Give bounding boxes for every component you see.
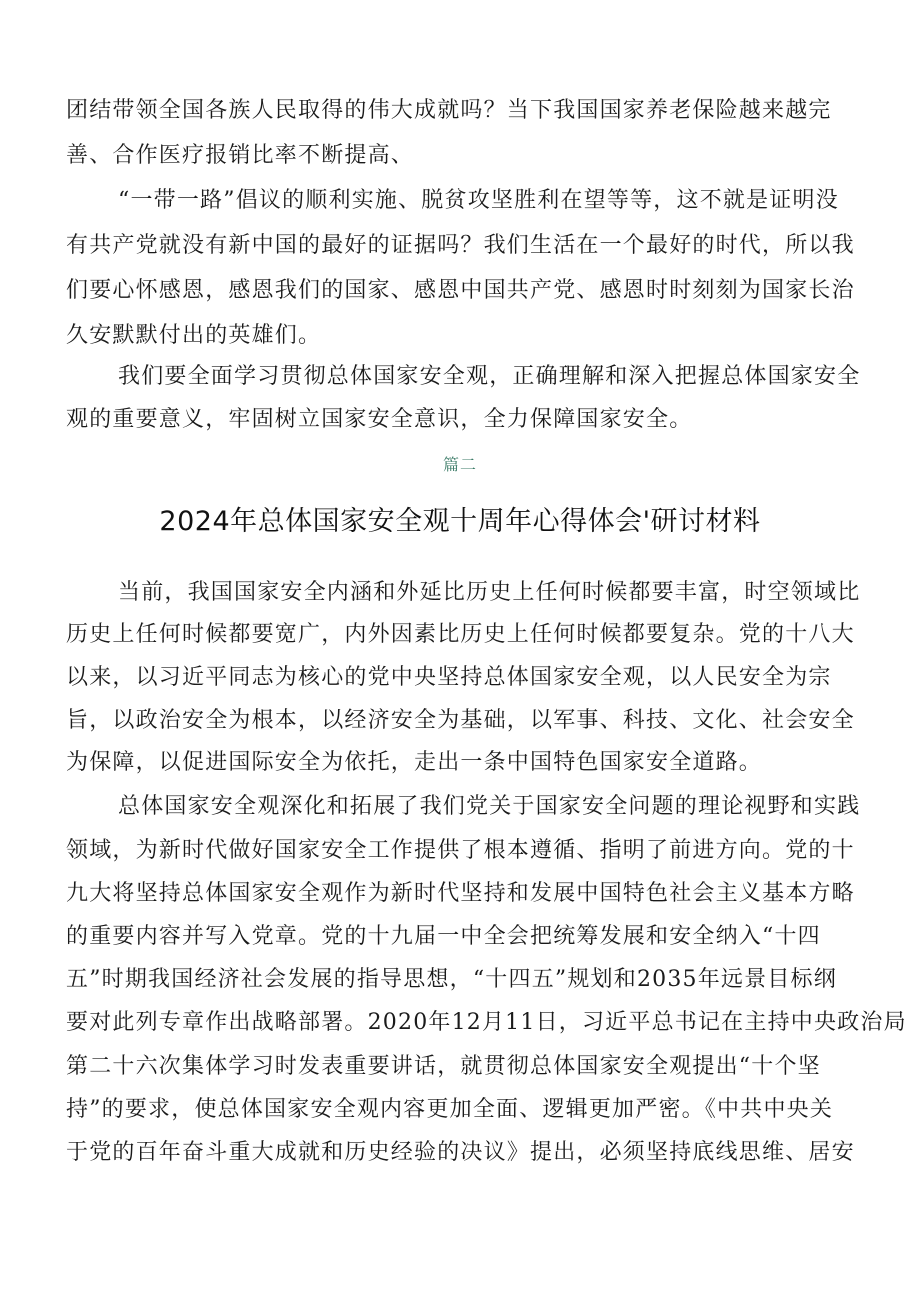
paragraph-line: 第二十六次集体学习时发表重要讲话，就贯彻总体国家安全观提出“十个坚 — [66, 1054, 821, 1079]
paragraph-line: 于党的百年奋斗重大成就和历史经验的决议》提出，必须坚持底线思维、居安 — [66, 1140, 855, 1165]
paragraph-line: 九大将坚持总体国家安全观作为新时代坚持和发展中国特色社会主义基本方略 — [66, 881, 855, 906]
paragraph-line: 有共产党就没有新中国的最好的证据吗？我们生活在一个最好的时代，所以我 — [66, 233, 855, 258]
paragraph-line: 旨，以政治安全为根本，以经济安全为基础，以军事、科技、文化、社会安全 — [66, 708, 855, 733]
paragraph-line: “一带一路”倡议的顺利实施、脱贫攻坚胜利在望等等，这不就是证明没 — [118, 188, 839, 213]
paragraph-line: 观的重要意义，牢固树立国家安全意识，全力保障国家安全。 — [66, 407, 693, 432]
paragraph-line: 的重要内容并写入党章。党的十九届一中全会把统筹发展和安全纳入“十四 — [66, 924, 821, 949]
paragraph-line: 我们要全面学习贯彻总体国家安全观，正确理解和深入把握总体国家安全 — [118, 364, 861, 389]
paragraph-line: 们要心怀感恩，感恩我们的国家、感恩中国共产党、感恩时时刻刻为国家长治 — [66, 278, 855, 303]
document-title: 2024年总体国家安全观十周年心得体会'研讨材料 — [159, 506, 761, 537]
paragraph-line: 团结带领全国各族人民取得的伟大成就吗？当下我国国家养老保险越来越完 — [66, 98, 832, 123]
paragraph-line: 当前，我国国家安全内涵和外延比历史上任何时候都要丰富，时空领域比 — [118, 580, 861, 605]
paragraph-line: 领域，为新时代做好国家安全工作提供了根本遵循、指明了前进方向。党的十 — [66, 838, 855, 863]
paragraph-line: 久安默默付出的英雄们。 — [66, 323, 322, 348]
paragraph-line: 持”的要求，使总体国家安全观内容更加全面、逻辑更加严密。《中共中央关 — [66, 1097, 834, 1122]
paragraph-line: 为保障，以促进国际安全为依托，走出一条中国特色国家安全道路。 — [66, 750, 763, 775]
paragraph-line: 五”时期我国经济社会发展的指导思想，“十四五”规划和2035年远景目标纲 — [66, 967, 837, 992]
paragraph-line: 善、合作医疗报销比率不断提高、 — [66, 143, 415, 168]
paragraph-line: 要对此列专章作出战略部署。2020年12月11日，习近平总书记在主持中央政治局 — [66, 1010, 907, 1035]
paragraph-line: 以来，以习近平同志为核心的党中央坚持总体国家安全观，以人民安全为宗 — [66, 665, 832, 690]
paragraph-line: 总体国家安全观深化和拓展了我们党关于国家安全问题的理论视野和实践 — [118, 794, 861, 819]
paragraph-line: 历史上任何时候都要宽广，内外因素比历史上任何时候都要复杂。党的十八大 — [66, 622, 855, 647]
part-label: 篇二 — [442, 455, 477, 474]
